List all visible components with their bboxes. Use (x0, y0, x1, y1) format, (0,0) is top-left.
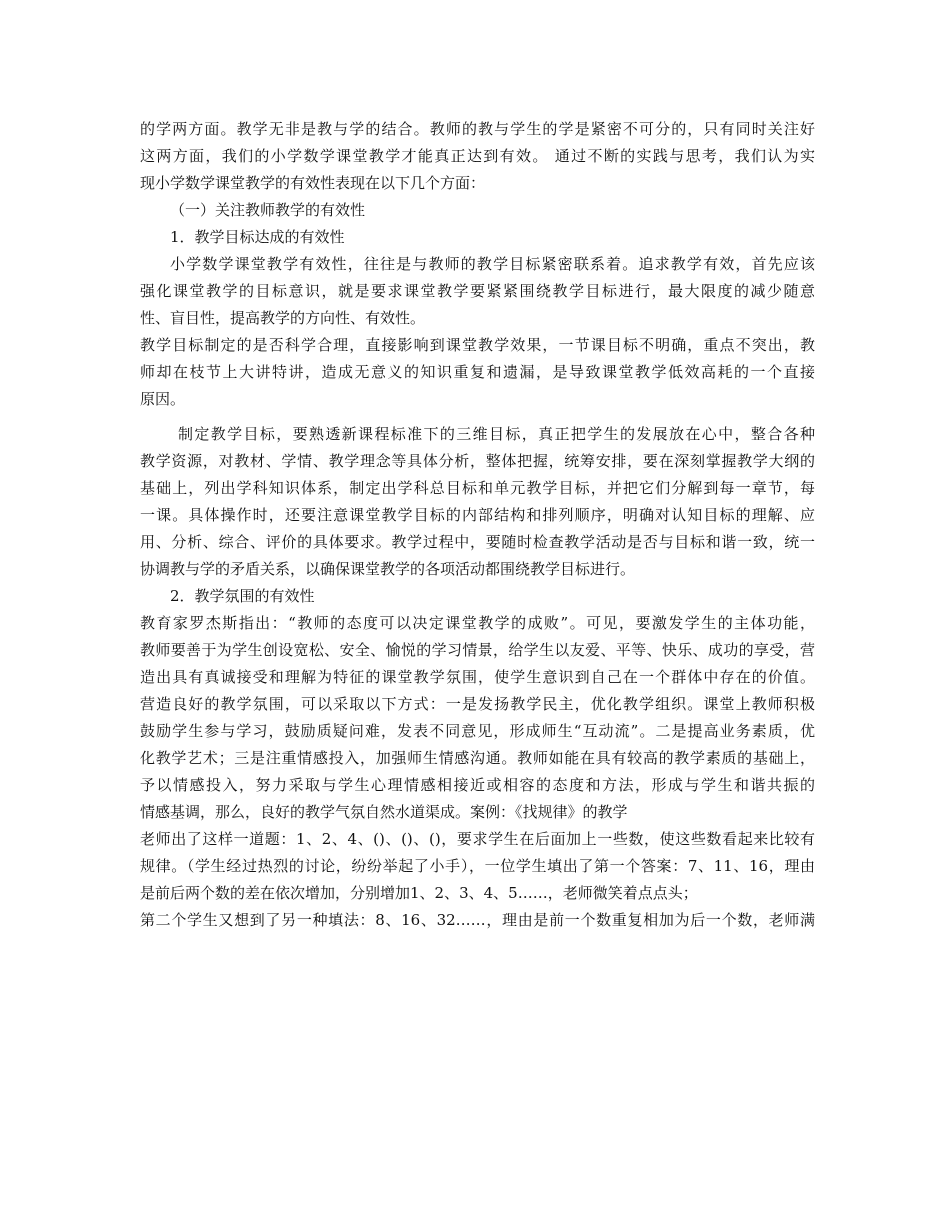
text-line: 的学两方面。教学无非是教与学的结合。教师的教与学生的学是紧密不可分的，只有同时关注好 (140, 120, 815, 138)
text-line: 一课。具体操作时，还要注意课堂教学目标的内部结构和排列顺序，明确对认知目标的理解、应 (140, 506, 815, 524)
text-line: 第二个学生又想到了另一种填法：8、16、32……，理由是前一个数重复相加为后一个数，老师满 (140, 911, 815, 929)
subsection-heading: 2．教学氛围的有效性 (170, 587, 315, 605)
section-heading: （一）关注教师教学的有效性 (170, 201, 366, 219)
text-line: 予以情感投入，努力采取与学生心理情感相接近或相容的态度和方法，形成与学生和谐共振的 (140, 776, 815, 794)
text-line: 协调教与学的矛盾关系，以确保课堂教学的各项活动都围绕教学目标进行。 (140, 560, 636, 578)
text-line: 师却在枝节上大讲特讲，造成无意义的知识重复和遗漏，是导致课堂教学低效高耗的一个直接 (140, 363, 815, 381)
text-line: 性、盲目性，提高教学的方向性、有效性。 (140, 309, 426, 327)
text-line: 教师要善于为学生创设宽松、安全、愉悦的学习情景，给学生以友爱、平等、快乐、成功的享受，营 (140, 641, 815, 659)
text-line: 教学目标制定的是否科学合理，直接影响到课堂教学效果，一节课目标不明确，重点不突出，教 (140, 336, 815, 354)
text-line: 用、分析、综合、评价的具体要求。教学过程中，要随时检查教学活动是否与目标和谐一致，统一 (140, 533, 815, 551)
document-body (140, 116, 815, 934)
text-line: 制定教学目标，要熟透新课程标准下的三维目标，真正把学生的发展放在心中，整合各种 (178, 425, 815, 443)
text-line: 鼓励学生参与学习，鼓励质疑问难，发表不同意见，形成师生“互动流”。二是提高业务素质，优 (140, 722, 815, 740)
text-line: 基础上，列出学科知识体系，制定出学科总目标和单元教学目标，并把它们分解到每一章节，每 (140, 479, 815, 497)
text-line: 化教学艺术；三是注重情感投入，加强师生情感沟通。教师如能在具有较高的教学素质的基础上， (140, 749, 815, 767)
text-line: 情感基调，那么，良好的教学气氛自然水道渠成。案例：《找规律》的教学 (140, 803, 628, 821)
text-line: 小学数学课堂教学有效性，往往是与教师的教学目标紧密联系着。追求教学有效，首先应该 (170, 255, 815, 273)
text-line: 这两方面，我们的小学数学课堂教学才能真正达到有效。 通过不断的实践与思考，我们认为实 (140, 147, 815, 165)
text-line: 是前后两个数的差在依次增加，分别增加1、2、3、4、5……，老师微笑着点点头； (140, 884, 698, 902)
text-line: 强化课堂教学的目标意识，就是要求课堂教学要紧紧围绕教学目标进行，最大限度的减少随意 (140, 282, 815, 300)
text-line: 教学资源，对教材、学情、教学理念等具体分析，整体把握，统筹安排，要在深刻掌握教学大纲的 (140, 452, 815, 470)
text-line: 原因。 (140, 390, 186, 408)
text-line: 教育家罗杰斯指出：“教师的态度可以决定课堂教学的成败”。可见，要激发学生的主体功能， (140, 614, 815, 632)
text-line: 造出具有真诚接受和理解为特征的课堂教学氛围，使学生意识到自己在一个群体中存在的价值。 (140, 668, 815, 686)
text-line: 营造良好的教学氛围，可以采取以下方式：一是发扬教学民主，优化教学组织。课堂上教师积极 (140, 695, 815, 713)
text-line: 老师出了这样一道题：1、2、4、()、()、()，要求学生在后面加上一些数，使这些数看起来比较有 (140, 830, 815, 848)
text-line: 现小学数学课堂教学的有效性表现在以下几个方面： (140, 174, 486, 192)
subsection-heading: 1．教学目标达成的有效性 (170, 228, 345, 246)
text-line: 规律。（学生经过热烈的讨论，纷纷举起了小手），一位学生填出了第一个答案：7、11、16，理由 (140, 857, 815, 875)
